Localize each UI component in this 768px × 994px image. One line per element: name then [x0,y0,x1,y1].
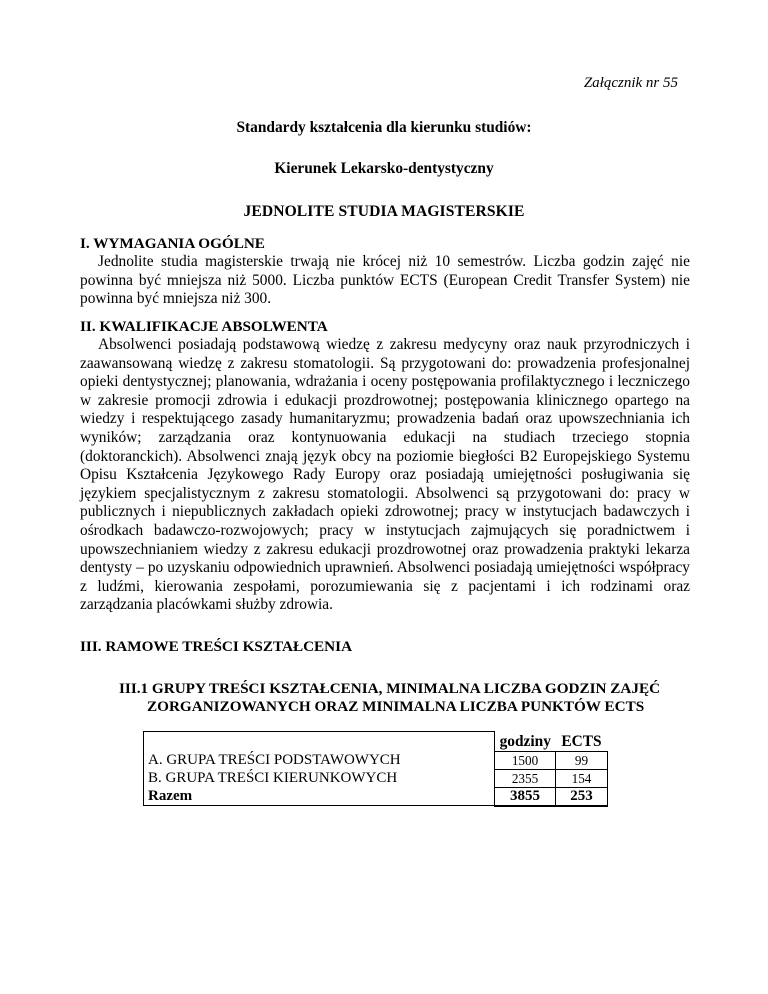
section-heading: III. RAMOWE TREŚCI KSZTAŁCENIA [80,638,353,655]
section-paragraph: Jednolite studia magisterskie trwają nie krócej niż 10 semestrów. Liczba godzin zajęć nie powinna być mniejsza niż 5000. Liczba punktów ECTS (European Credit Transfer System) nie powinna być mniejsza niż 300. [80,253,690,308]
row-hours: 2355 [495,769,556,787]
field-of-study-title: Kierunek Lekarsko-dentystyczny [274,160,494,177]
section-framework-content [80,638,690,656]
study-type-title: JEDNOLITE STUDIA MAGISTERSKIE [243,203,525,220]
section-heading: II. KWALIFIKACJE ABSOLWENTA [80,318,328,335]
hours-header: godziny [499,732,551,750]
subsection-heading [119,680,679,716]
document-title: Standardy kształcenia dla kierunku studiów: [236,119,532,136]
row-ects: 99 [556,751,608,769]
row-ects: 154 [556,769,608,787]
subsection-heading-line1: III.1 GRUPY TREŚCI KSZTAŁCENIA, MINIMALNA LICZBA GODZIN ZAJĘĆ [119,680,661,697]
ects-header: ECTS [561,732,602,750]
content-groups-table [143,731,608,807]
row-label: B. GRUPA TREŚCI KIERUNKOWYCH [144,769,495,787]
table-header-row [144,732,608,752]
table-header-empty [144,732,495,752]
row-label: A. GRUPA TREŚCI PODSTAWOWYCH [144,751,495,769]
table-row [144,751,608,769]
section-general-requirements [80,235,690,309]
total-label: Razem [144,787,495,806]
total-hours: 3855 [495,787,556,806]
section-graduate-qualifications [80,318,690,615]
subsection-heading-line2: ZORGANIZOWANYCH ORAZ MINIMALNA LICZBA PUNKTÓW ECTS [147,698,645,715]
section-heading: I. WYMAGANIA OGÓLNE [80,235,265,252]
table-row [144,769,608,787]
section-paragraph: Absolwenci posiadają podstawową wiedzę z zakresu medycyny oraz nauk przyrodniczych i zaawansowaną wiedzę z zakresu stomatologii. Są przygotowani do: prowadzenia profesjonalnej opieki dentystycznej; planowania, wdrażania i oceny postępowania profilaktycznego i leczniczego w zakresie promocji zdrowia i edukacji prozdrowotnej; postępowania klinicznego opartego na wiedzy i respektującego zasady humanitaryzmu; prowadzenia badań oraz upowszechniania ich wyników; zarządzania oraz kontynuowania edukacji na studiach trzeciego stopnia (doktoranckich). Absolwenci znają język obcy na poziomie biegłości B2 Europejskiego Systemu Opisu Kształcenia Językowego Rady Europy oraz posiadają umiejętności posługiwania się językiem specjalistycznym z zakresu stomatologii. Absolwenci są przygotowani do: pracy w publicznych i niepublicznych zakładach opieki zdrowotnej; pracy w instytucjach badawczych i ośrodkach badawczo-rozwojowych; pracy w instytucjach zajmujących się poradnictwem i upowszechnianiem wiedzy z zakresu edukacji prozdrowotnej oraz prowadzenia praktyki lekarza dentysty – po uzyskaniu odpowiednich uprawnień. Absolwenci posiadają umiejętności współpracy z ludźmi, kierowania zespołami, porozumiewania się z pacjentami i ich rodzinami oraz zarządzania placówkami służby zdrowia. [80,336,690,614]
total-ects: 253 [556,787,608,806]
row-hours: 1500 [495,751,556,769]
table-total-row [144,787,608,806]
annex-number: Załącznik nr 55 [583,75,678,91]
